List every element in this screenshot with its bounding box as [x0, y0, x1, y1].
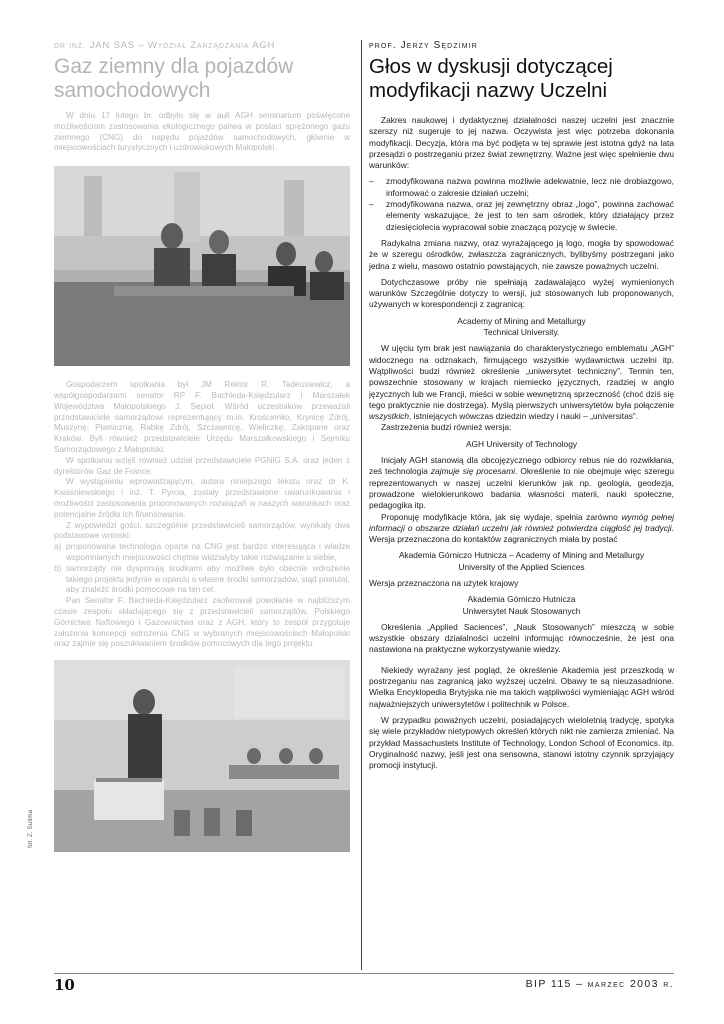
paragraph: W ujęciu tym brak jest nawiązania do charakterystycznego emblematu „AGH” widocznego na odznakach, firmującego wszystkie wydawnictwa uczelni itp. Wątpliwości budzi również określenie „uniwersytet techniczny”. Termin ten, powszechnie stosowany w krajach niemiecko języcznych, rzadziej w anglo języcznych lub we Francji, mieści w sobie wewnętrzną sprzeczność (choć dziś się tego praktycznie nie dostrzega). Myślą pierwszych uniwersytetów była połączenie wszystkich, istniejących wówczas dziedzin wiedzy i nauki – „universitas”.: [369, 343, 674, 422]
paragraph: W przypadku poważnych uczelni, posiadających wieloletnią tradycję, spotyka się wiele przykładów nietypowych określeń których nikt nie zamierza zmieniać. Na przykład Massachustets Institute of Technology, London School of Economics. itp. Oryginalność nazwy, jeśli jest ona sensowna, stanowi istotny czynnik sprzyjający promocji instytucji.: [369, 714, 674, 771]
column-divider: [361, 40, 362, 970]
photo-credit: fot. Z. Sulima: [27, 809, 34, 849]
name-variant: AGH University of Technology: [465, 438, 578, 449]
left-article-body-continued: [54, 380, 350, 650]
paragraph: Określenia „Applied Saciences”, „Nauk Stosowanych” mieszczą w sobie wszystkie obszary działalności uczelni informując równocześnie, że jest ona nastawiona na praktyczne wykorzystywanie wiedzy.: [369, 621, 674, 655]
bullet-item: – zmodyfikowana nazwa, oraz jej zewnętrzny obraz „logo”, powinna zachować elementy wskazujące, że jest to ten sam ośrodek, który działający przez dziesięciolecia wypracował sobie znaczącą pozycję w świecie.: [369, 199, 674, 232]
right-article-title: Głos w dyskusji dotyczącej modyfikacji nazwy Uczelni: [369, 55, 613, 102]
left-article-kicker: dr inż. JAN SAS – Wydział Zarządzania AGH: [54, 40, 276, 51]
page-number: 10: [54, 976, 75, 994]
paragraph: Wersja przeznaczona na użytek krajowy: [369, 577, 519, 588]
right-article-author: prof. Jerzy Sędzimir: [369, 40, 478, 51]
left-article: [27, 40, 350, 852]
paragraph: Dotychczasowe próby nie spełniają zadawalająco wyżej wymienionych warunków Szczególnie dotyczy to wersji, już stosowanych lub proponowanych, używanych w korespondencji z zagranicą:: [369, 276, 674, 310]
left-article-paragraph: Gospodarzem spotkania był JM Rektor R. Tadeusiewicz, a współgospodarzami senator RP F. Bachleda-Księdzularz i Marszałek Województwa Małopolskiego J. Sepioł. Wśród uczestników przeważali przedstawiciele samorządowi reprezentujący m.in. Krościenko, Krynicę Zdrój, Muszynę, Piwniczną, Rabkę Zdrój, Szczawnicę, Wieliczkę, Zakopane oraz Kraków. Byli również przedstawiciele Urzędu Marszałkowskiego i Sejmiku Samorządowego z Małopolski.: [54, 380, 350, 454]
bullet-item: – zmodyfikowana nazwa powinna możliwie adekwatnie, lecz nie drobiazgowo, informować o zakresie działań uczelni;: [369, 176, 674, 198]
paragraph: Niekiedy wyrażany jest pogląd, że określenie Akademia jest przeszkodą w postrzeganiu nas zagranicą jako wyższej uczelni. Obawy te są nieuzasadnione. Wielka Encyklopedia Brytyjska nie ma takich wątpliwości wymieniając AGH wśród najważniejszych uniwersytetów i politechnik w Polsce.: [369, 664, 674, 709]
left-article-closing: Pan Senator F. Bachleda-Księdzularz zaoferował powołanie w najbliższym czasie zespołu składającego się z przedstawicieli samorządów, Polskiego Górnictwa Naftowego i Gazownictwa oraz z AGH, który to zespół przygotuje założenia koncepcji wdrożenia CNG w wybranych miejscowościach Małopolski oraz zajmie się poszukiwaniem środków pomocowych dla tego projektu.: [54, 596, 350, 649]
paragraph: Zastrzeżenia budzi również wersja:: [381, 422, 512, 433]
name-variant: Academy of Mining and Metallurgy: [457, 315, 586, 326]
name-variant: Akademia Górniczo Hutnicza: [467, 594, 576, 605]
left-article-body: [54, 111, 350, 154]
left-article-intro: W dniu 17 lutego br. odbyło się w auli AGH seminarium poświęcone możliwościom zastosowania ekologicznego paliwa w postaci sprężonego gazu ziemnego (CNG) do napędu pojazdów samochodowych, głównie w miejscowościach turystycznych i uzdrowiskowych Małopolski.: [54, 111, 350, 153]
paragraph: Radykalna zmiana nazwy, oraz wyrażającego ją logo, mogła by spowodować że w szeregu ośrodków, zwłaszcza zagranicznych, bylibyśmy postrzegani jako jedna z wielu, masowo ostatnio powstających, nie zawsze poważnych uczelni.: [369, 237, 674, 271]
name-variant: Uniwersytet Nauk Stosowanych: [462, 605, 581, 616]
left-article-paragraph: W spotkaniu wzięli również udział przedstawiciele PGNiG S.A. oraz jeden z dyrektorów Gaz de France.: [54, 455, 350, 476]
paragraph: Inicjały AGH stanowią dla obcojęzycznego odbiorcy rebus nie do rozwikłania, ześ technologia zajmuje się procesami. Określenie to nie obejmuje więc szeregu reprezentowanych w naszej uczelni kierunków jak np. geologia, geodezja, prowadzone wielokierunkowo badania własności materii, nauki społeczne, pedagogika itp.: [369, 455, 675, 511]
left-article-title: Gaz ziemny dla pojazdów samochodowych: [54, 55, 294, 102]
footer-rule: [54, 973, 674, 974]
list-item: b) samorządy nie dysponują środkami aby możliwe było obecnie wdrożenie takiego projektu jedynie w oparciu o własne środki samorządów, stąd postulat, aby znaleźć środki pomocowe na ten cel.: [54, 563, 350, 595]
left-article-paragraph: Z wypowiedzi gości, szczególnie przedstawicieli samorządów, wynikały dwa podstawowe wnioski:: [54, 520, 350, 541]
name-variant: Akademia Górniczo Hutnicza – Academy of Mining and Metallurgy: [398, 550, 645, 561]
paragraph: Zakres naukowej i dydaktycznej działalności naszej uczelni jest znacznie szerszy niż sugeruje to jej nazwa. Oczywista jest więc potrzeba dokonania modyfikacji. Decyzja, która ma być podjęta w tej sprawie jest istotna gdyż na lata przesądzi o postrzeganiu przez świat zewnętrzny. Ważne jest więc spełnienie dwu warunków:: [369, 115, 674, 171]
list-item: a) proponowana technologia oparta na CNG jest bardzo interesująca i władze wspomnianych miejscowości chętnie widziałyby takie rozwiązanie u siebie,: [54, 542, 350, 562]
right-article-body: [369, 115, 674, 771]
issue-label: BIP 115 – marzec 2003 r.: [525, 978, 674, 990]
name-variant: University of the Applied Sciences: [458, 561, 585, 572]
left-article-list: [54, 542, 350, 596]
seminar-photo-2: [27, 660, 350, 852]
left-article-paragraph: W wystąpieniu wprowadzającym, autora niniejszego tekstu oraz dr K. Kwaśniewskiego i inż. T. Pyrcia, zostały przedstawione uwarunkowania i możliwości zastosowania proponowanych rozwiązań w naszych warunkach oraz potencjalne źródła ich finansowania.: [54, 477, 350, 519]
paragraph: Proponuję modyfikacje która, jak się wydaje, spełnia zarówno wymóg pełnej informacji o obszarze działań uczelni jak również potwierdza ciągłość jej tradycji. Wersja przeznaczona do kontaktów zagranicznych miała by postać: [369, 511, 674, 545]
right-article: [369, 40, 674, 771]
seminar-photo-1: [54, 166, 350, 366]
name-variant: Technical University.: [483, 327, 560, 338]
